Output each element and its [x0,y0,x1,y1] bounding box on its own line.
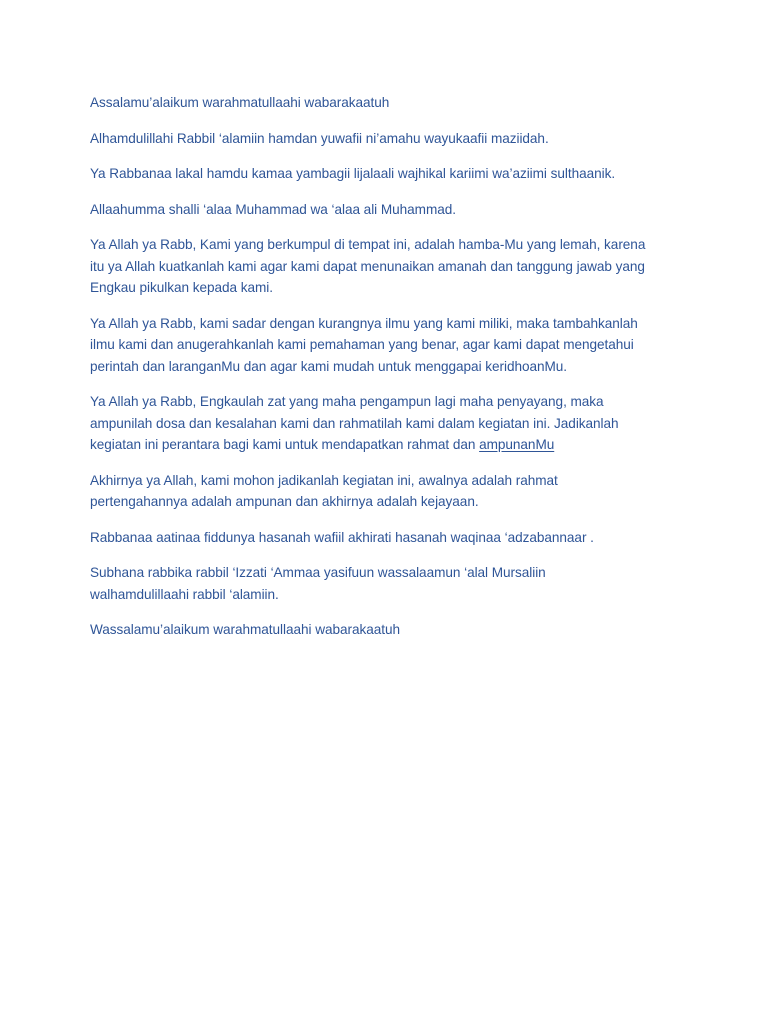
paragraph-prayer-strength [90,234,690,299]
paragraph-shalawat [90,199,690,221]
paragraph-prayer-forgiveness [90,391,690,456]
text-line: Engkau pikulkan kepada kami. [90,280,273,295]
text-line: Rabbanaa aatinaa fiddunya hasanah wafiil akhirati hasanah waqinaa ‘adzabannaar . [90,529,594,545]
text-line: ilmu kami dan anugerahkanlah kami pemahaman yang benar, agar kami dapat mengetahui [90,337,634,352]
paragraph-hamdalah [90,128,690,150]
text-line: Alhamdulillahi Rabbil ‘alamiin hamdan yuwafii ni’amahu wayukaafii maziidah. [90,130,549,146]
text-line: Allaahumma shalli ‘alaa Muhammad wa ‘alaa ali Muhammad. [90,201,456,217]
text-line: itu ya Allah kuatkanlah kami agar kami dapat menunaikan amanah dan tanggung jawab yang [90,258,645,274]
text-line: walhamdulillaahi rabbil ‘alamiin. [90,586,279,602]
text-line: Akhirnya ya Allah, kami mohon jadikanlah kegiatan ini, awalnya adalah rahmat [90,472,558,488]
document-body [90,92,690,655]
paragraph-praise [90,163,690,185]
text-line: Ya Allah ya Rabb, Kami yang berkumpul di tempat ini, adalah hamba-Mu yang lemah, karena [90,237,646,252]
text-line: pertengahannya adalah ampunan dan akhirnya adalah kejayaan. [90,494,479,509]
text-line: ampunilah dosa dan kesalahan kami dan rahmatilah kami dalam kegiatan ini. Jadikanlah [90,415,619,431]
paragraph-farewell [90,619,690,641]
text-segment: kegiatan ini perantara bagi kami untuk mendapatkan rahmat dan [90,437,480,452]
paragraph-closing-prayer [90,470,690,513]
text-line: perintah dan laranganMu dan agar kami mudah untuk menggapai keridhoanMu. [90,358,568,374]
paragraph-subhana [90,562,690,605]
paragraph-rabbanaa [90,527,690,549]
text-line: Wassalamu’alaikum warahmatullaahi wabarakaatuh [90,622,401,637]
text-line: Ya Allah ya Rabb, Engkaulah zat yang maha pengampun lagi maha penyayang, maka [90,394,604,409]
ampunan-link[interactable]: ampunanMu [479,437,555,452]
text-line: Ya Allah ya Rabb, kami sadar dengan kurangnya ilmu yang kami miliki, maka tambahkanlah [90,315,638,331]
text-line: Subhana rabbika rabbil ‘Izzati ‘Ammaa yasifuun wassalaamun ‘alal Mursaliin [90,565,546,580]
paragraph-greeting [90,92,690,114]
paragraph-prayer-knowledge [90,313,690,378]
text-line: Ya Rabbanaa lakal hamdu kamaa yambagii lijalaali wajhikal kariimi wa’aziimi sulthaanik. [90,166,616,181]
text-line-with-link [90,434,690,456]
text-line: Assalamu’alaikum warahmatullaahi wabarakaatuh [90,95,390,110]
